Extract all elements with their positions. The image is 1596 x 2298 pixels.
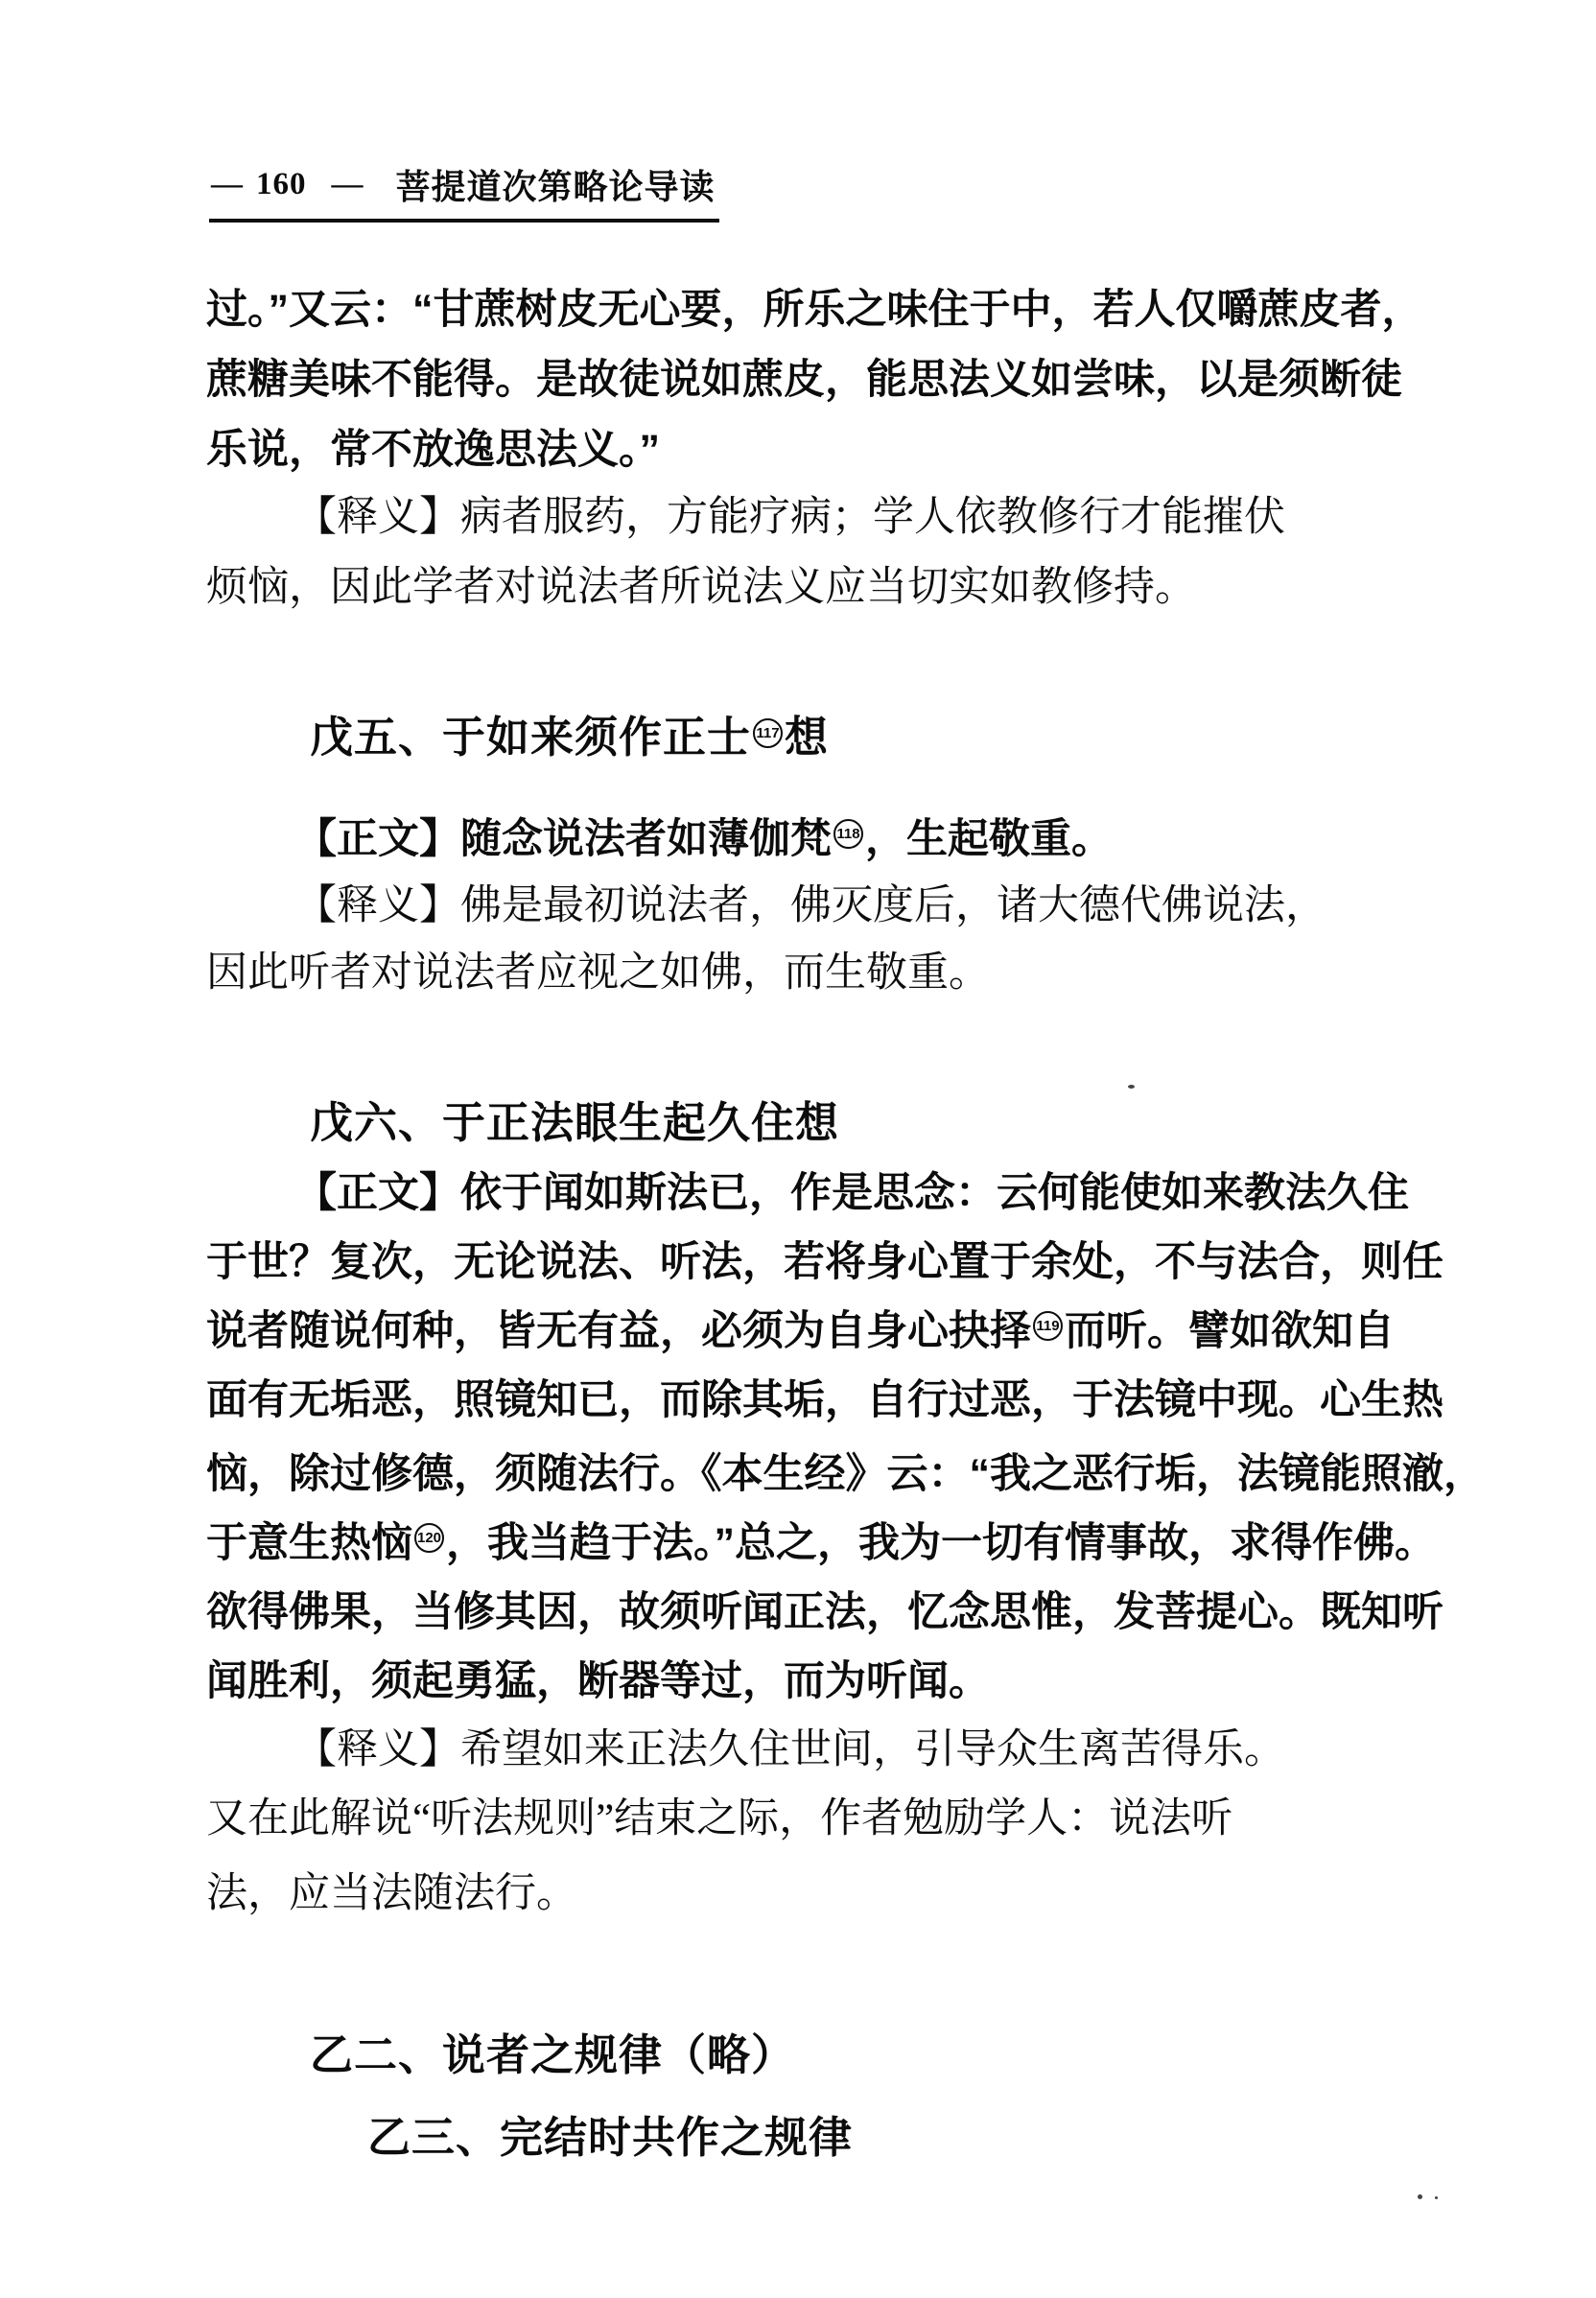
line-text: 欲得佛果，当修其因，故须听闻正法，忆念思惟，发菩提心。既知听 [206,1589,1443,1635]
text-line [206,1240,1443,1284]
footnote-ref: 119 [1033,1311,1063,1341]
heading-text: 戊六、于正法眼生起久住想 [310,1098,840,1147]
text-line [206,428,660,472]
line-text: 闻胜利，须起勇猛，断器等过，而为听闻。 [206,1658,990,1704]
line-text: 烦恼，因此学者对说法者所说法义应当切实如教修持。 [206,565,1196,610]
line-text: 【释义】佛是最初说法者，佛灭度后，诸大德代佛说法， [295,883,1326,928]
text-line [206,1378,1443,1422]
header-underline [209,219,719,223]
line-text: 过。”又云：“甘蔗树皮无心要，所乐之味住于中，若人仅嚼蔗皮者， [206,287,1423,333]
line-text: 蔗糖美味不能得。是故徒说如蔗皮，能思法义如尝味，以是须断徒 [206,357,1402,403]
line-text: ，生起敬重。 [865,816,1113,862]
line-text: 而听。譬如欲知自 [1065,1308,1395,1354]
line-text: 因此听者对说法者应视之如佛，而生敬重。 [206,950,990,996]
line-text: 恼，除过修德，须随法行。《本生经》云：“我之恶行垢，法镜能照澈， [206,1451,1485,1497]
text-line [295,496,1285,540]
section-heading-wu5 [310,715,829,760]
header-dash-left: — [211,166,244,201]
text-line [206,1590,1443,1634]
scan-speck [1435,2196,1438,2199]
page-number: 160 [256,166,307,201]
text-line [206,1309,1395,1353]
scan-speck [1128,1085,1135,1089]
line-text: 面有无垢恶，照镜知已，而除其垢，自行过恶，于法镜中现。心生热 [206,1377,1443,1423]
text-line [206,1521,1436,1565]
line-text: 于意生热恼 [206,1520,412,1566]
section-heading-yi3 [367,2113,854,2162]
line-text: 说者随说何种，皆无有益，必须为自身心抉择 [206,1308,1031,1354]
line-text: 于世？复次，无论说法、听法，若将身心置于余处，不与法合，则任 [206,1239,1443,1285]
text-line [295,1728,1285,1772]
text-line [295,817,1113,861]
text-line [206,1659,990,1703]
line-text: 又在此解说“听法规则”结束之际，作者勉励学人：说法听 [206,1796,1233,1841]
footnote-ref: 120 [414,1523,444,1553]
line-text: 【正文】随念说法者如薄伽梵 [295,816,832,862]
section-heading-wu6 [310,1098,840,1147]
footnote-ref: 118 [833,819,863,849]
header-dash-right: — [331,166,364,201]
line-text: 乐说，常不放逸思法义。” [206,427,660,473]
text-line [206,1797,1232,1841]
book-title: 菩提道次第略论导读 [395,167,716,206]
text-line [206,951,990,996]
line-text: 【正文】依于闻如斯法已，作是思念：云何能使如来教法久住 [295,1170,1409,1216]
page-header [211,161,716,207]
scan-speck [1418,2194,1422,2199]
text-line [206,358,1402,402]
line-text: 【释义】希望如来正法久住世间，引导众生离苦得乐。 [295,1727,1285,1772]
line-text: 【释义】病者服药，方能疗病；学人依教修行才能摧伏 [295,495,1285,540]
footnote-ref: 117 [753,718,783,748]
text-line [206,566,1196,610]
heading-text: 想 [785,713,830,762]
heading-text: 乙三、完结时共作之规律 [367,2113,854,2162]
line-text: ，我当趋于法。”总之，我为一切有情事故，求得作佛。 [446,1520,1436,1566]
text-line [206,1452,1485,1496]
section-heading-yi2 [310,2030,796,2079]
text-line [295,884,1326,928]
heading-text: 戊五、于如来须作正士 [310,713,752,762]
line-text: 法，应当法随法行。 [206,1871,577,1916]
text-line [206,288,1423,332]
heading-text: 乙二、说者之规律（略） [310,2030,796,2079]
text-line [206,1872,577,1916]
text-line [295,1171,1409,1215]
